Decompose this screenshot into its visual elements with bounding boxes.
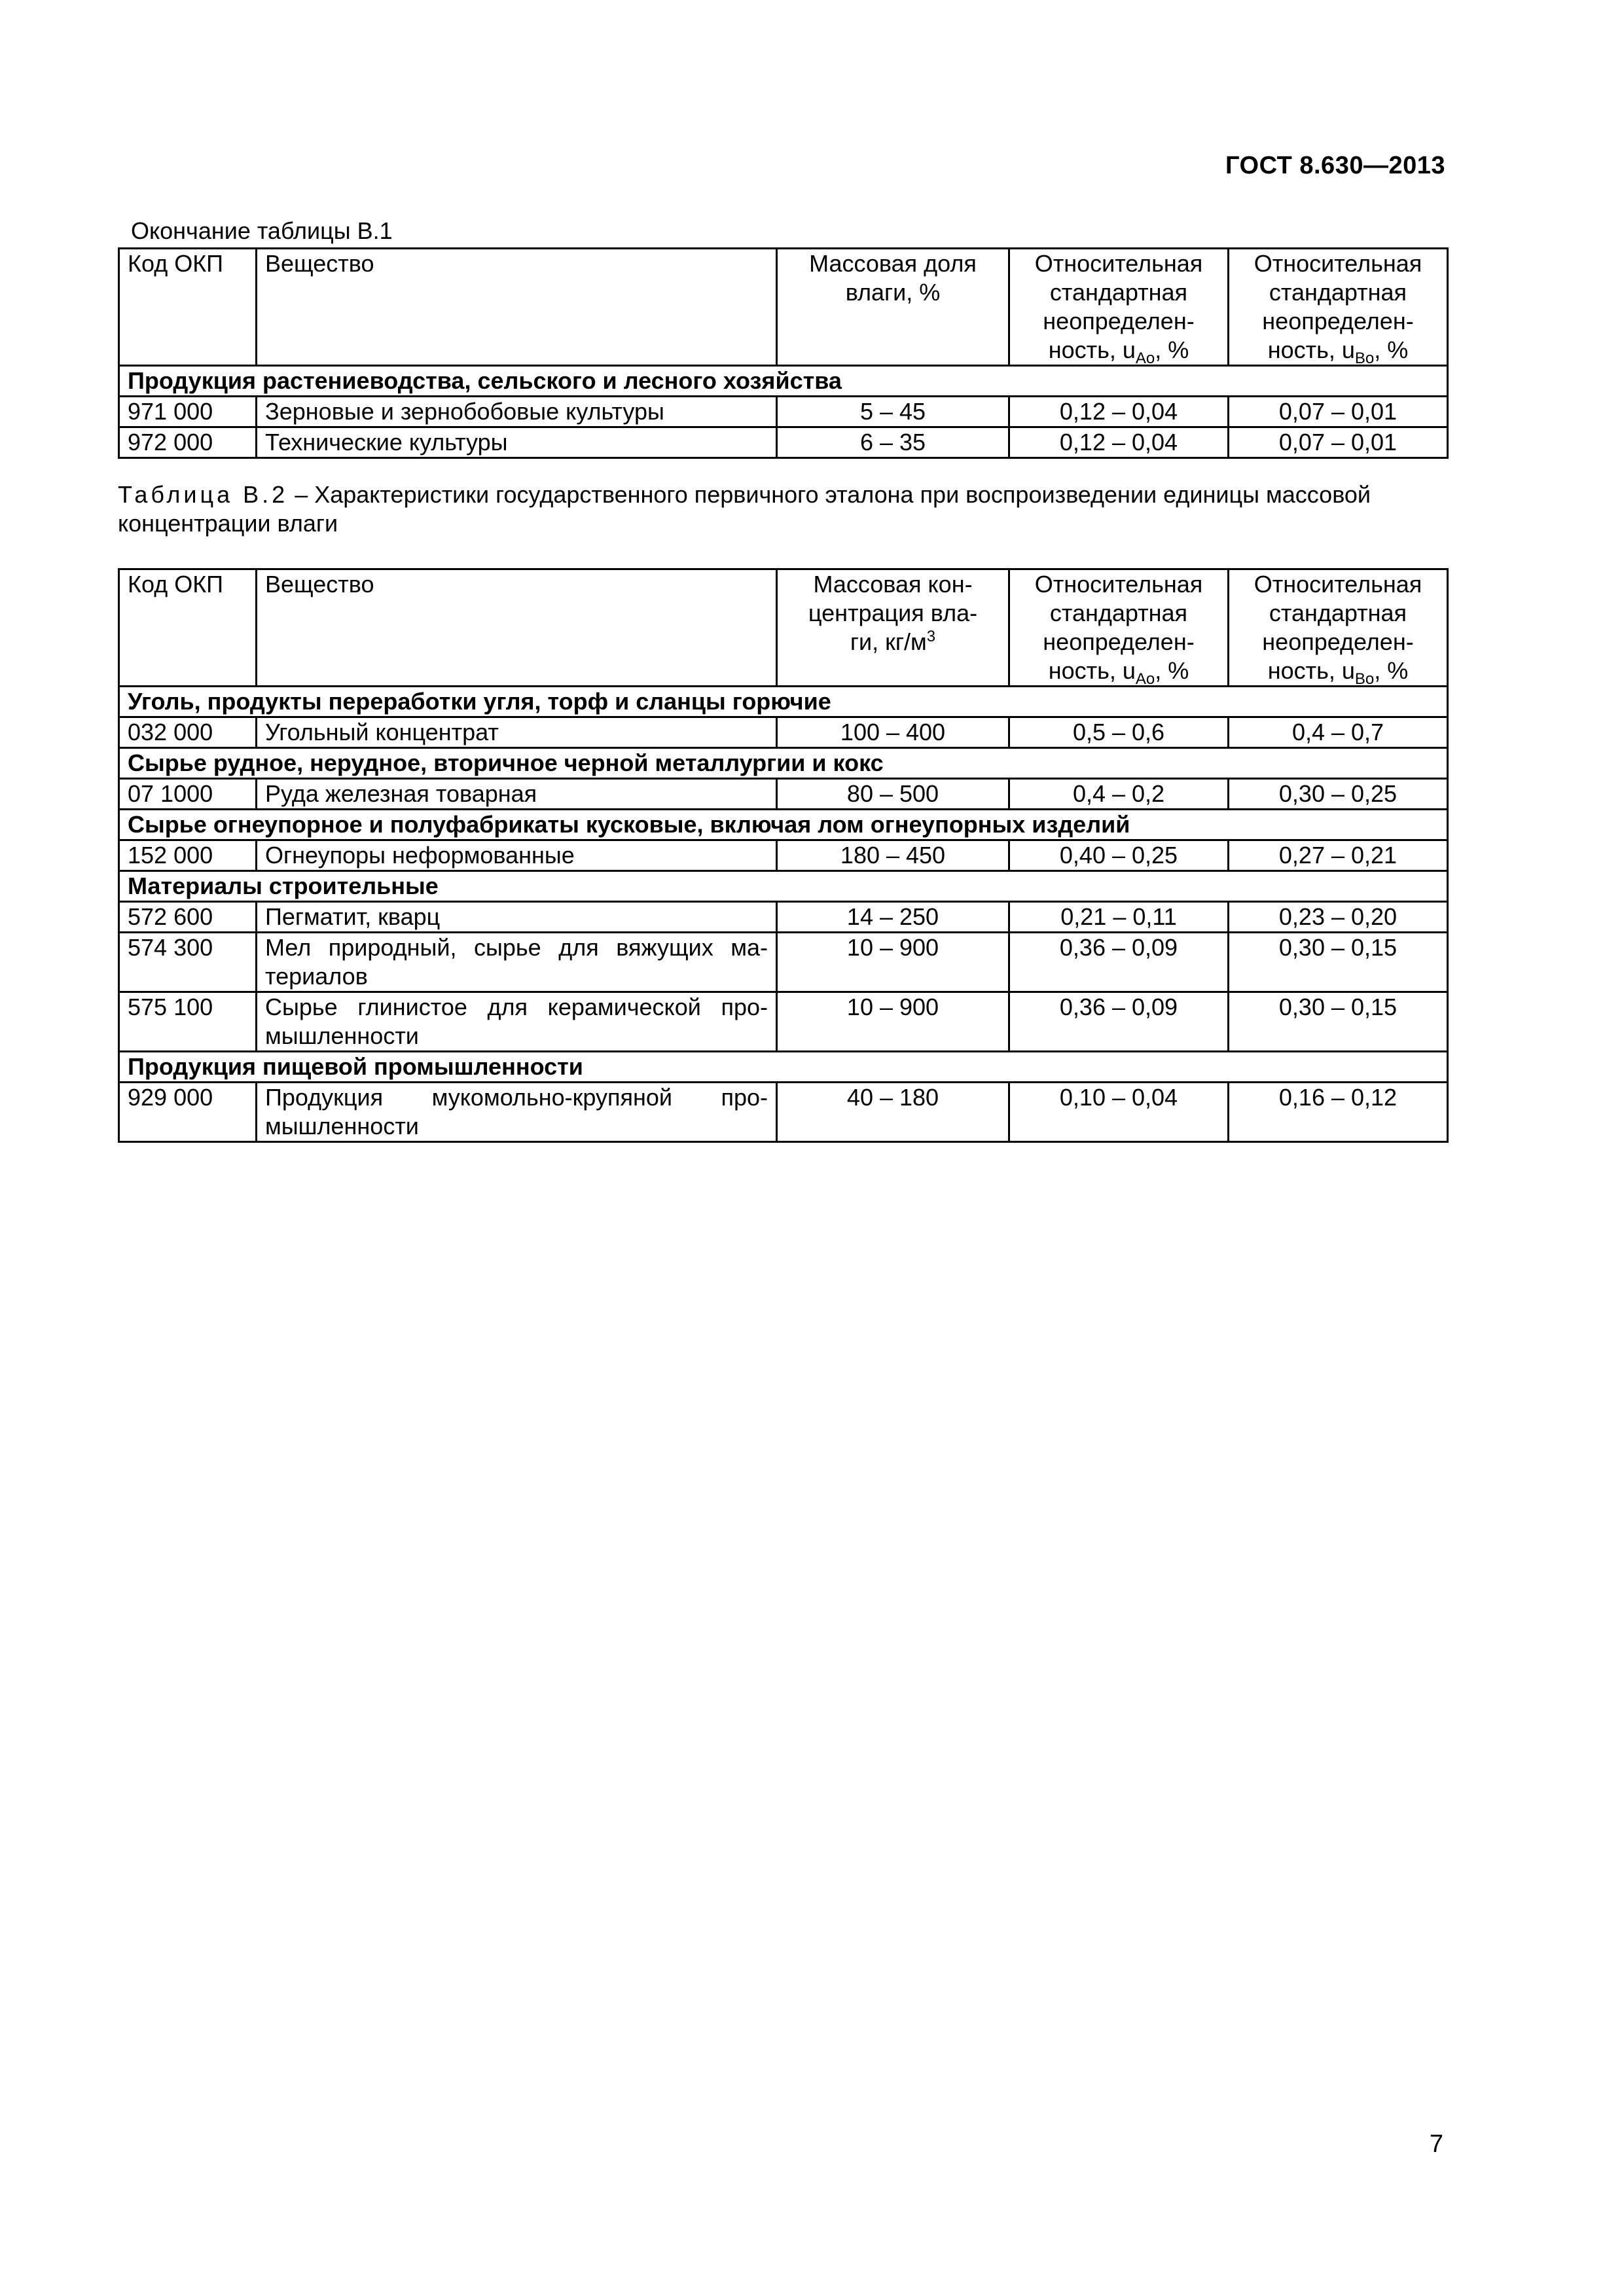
- cell-concentration: 10 – 900: [777, 933, 1009, 992]
- header-text: ги, кг/м: [850, 628, 927, 655]
- group-title: Продукция растениеводства, сельского и лесного хозяйства: [119, 366, 1448, 397]
- table2-group-row: [119, 1052, 1448, 1083]
- cell-code: 032 000: [119, 717, 257, 748]
- cell-uB: 0,07 – 0,01: [1229, 427, 1448, 458]
- header-line: стандартная: [1269, 279, 1407, 306]
- group-title: Материалы строительные: [119, 871, 1448, 902]
- table-row: [119, 397, 1448, 427]
- table1-group-row: [119, 366, 1448, 397]
- header-text: ность, u: [1048, 336, 1136, 363]
- header-concentration: [777, 569, 1009, 687]
- cell-uB: 0,23 – 0,20: [1229, 902, 1448, 933]
- header-line: Массовая кон-: [813, 571, 973, 598]
- cell-uA: 0,10 – 0,04: [1009, 1083, 1229, 1142]
- table-row: [119, 933, 1448, 992]
- header-line: влаги, %: [845, 279, 941, 306]
- header-text: ность, u: [1267, 657, 1355, 684]
- table2-header-row: [119, 569, 1448, 687]
- table2: [118, 568, 1449, 1143]
- cell-substance: [257, 992, 777, 1052]
- table-row: [119, 779, 1448, 810]
- cell-uA: 0,4 – 0,2: [1009, 779, 1229, 810]
- header-line: [785, 628, 1000, 656]
- table1-caption: Окончание таблицы В.1: [131, 217, 393, 244]
- header-moisture: [777, 249, 1009, 366]
- group-title: Сырье огнеупорное и полуфабрикаты кусковые, включая лом огнеупорных изделий: [119, 810, 1448, 840]
- cell-uA: 0,12 – 0,04: [1009, 427, 1229, 458]
- header-text: , %: [1374, 657, 1409, 684]
- header-subscript: Bo: [1354, 350, 1375, 368]
- table-row: [119, 902, 1448, 933]
- header-text: , %: [1155, 657, 1189, 684]
- header-line: [1018, 656, 1219, 689]
- cell-uB: 0,30 – 0,15: [1229, 933, 1448, 992]
- cell-substance: Огнеупоры неформованные: [257, 840, 777, 871]
- cell-code: 972 000: [119, 427, 257, 458]
- header-line: стандартная: [1049, 279, 1188, 306]
- cell-uA: 0,36 – 0,09: [1009, 992, 1229, 1052]
- table-row: [119, 840, 1448, 871]
- header-superscript: 3: [926, 628, 936, 645]
- cell-code: 929 000: [119, 1083, 257, 1142]
- group-title: Продукция пищевой промышленности: [119, 1052, 1448, 1083]
- table1: [118, 247, 1449, 459]
- table1-header-row: [119, 249, 1448, 366]
- table2-group-row: [119, 748, 1448, 779]
- header-uB: [1229, 569, 1448, 687]
- cell-uA: 0,5 – 0,6: [1009, 717, 1229, 748]
- table2-group-row: [119, 871, 1448, 902]
- header-line: неопределен-: [1262, 628, 1414, 655]
- cell-substance-line: Мел природный, сырье для вяжущих ма-: [265, 934, 768, 961]
- cell-uA: 0,36 – 0,09: [1009, 933, 1229, 992]
- header-text: ность, u: [1267, 336, 1355, 363]
- header-line: центрация вла-: [808, 600, 978, 626]
- cell-uB: 0,30 – 0,25: [1229, 779, 1448, 810]
- header-text: , %: [1155, 336, 1189, 363]
- cell-uB: 0,16 – 0,12: [1229, 1083, 1448, 1142]
- cell-substance: [257, 1083, 777, 1142]
- header-subscript: Ao: [1135, 670, 1155, 689]
- cell-substance-line: мышленности: [265, 1113, 419, 1139]
- cell-substance-line: мышленности: [265, 1022, 419, 1049]
- cell-substance-line: Сырье глинистое для керамической про-: [265, 994, 768, 1020]
- header-uA: [1009, 569, 1229, 687]
- cell-concentration: 180 – 450: [777, 840, 1009, 871]
- cell-uA: 0,12 – 0,04: [1009, 397, 1229, 427]
- header-text: , %: [1374, 336, 1409, 363]
- header-line: [1237, 336, 1439, 368]
- cell-code: 07 1000: [119, 779, 257, 810]
- table-row: [119, 427, 1448, 458]
- header-line: Массовая доля: [809, 250, 977, 277]
- table-row: [119, 992, 1448, 1052]
- cell-uA: 0,21 – 0,11: [1009, 902, 1229, 933]
- header-line: Относительная: [1254, 250, 1422, 277]
- header-uA: [1009, 249, 1229, 366]
- cell-uB: 0,4 – 0,7: [1229, 717, 1448, 748]
- cell-code: 971 000: [119, 397, 257, 427]
- cell-moisture: 5 – 45: [777, 397, 1009, 427]
- table2-caption: [118, 480, 1440, 538]
- table2-caption-label: Таблица В.2: [118, 481, 289, 508]
- cell-code: 572 600: [119, 902, 257, 933]
- header-substance: Вещество: [257, 249, 777, 366]
- cell-moisture: 6 – 35: [777, 427, 1009, 458]
- cell-concentration: 80 – 500: [777, 779, 1009, 810]
- table2-caption-text: – Характеристики государственного первичного эталона при воспроизведении единицы массовой концентрации влаги: [118, 481, 1371, 537]
- cell-substance-line: Продукция мукомольно-крупяной про-: [265, 1084, 768, 1111]
- header-line: Относительная: [1034, 250, 1203, 277]
- header-substance: Вещество: [257, 569, 777, 687]
- cell-code: 575 100: [119, 992, 257, 1052]
- cell-substance: Руда железная товарная: [257, 779, 777, 810]
- header-subscript: Bo: [1354, 670, 1375, 689]
- header-line: [1018, 336, 1219, 368]
- cell-concentration: 100 – 400: [777, 717, 1009, 748]
- header-line: стандартная: [1269, 600, 1407, 626]
- table-row: [119, 717, 1448, 748]
- header-uB: [1229, 249, 1448, 366]
- header-code: Код ОКП: [119, 249, 257, 366]
- table2-group-row: [119, 810, 1448, 840]
- cell-uB: 0,27 – 0,21: [1229, 840, 1448, 871]
- group-title: Сырье рудное, нерудное, вторичное черной металлургии и кокс: [119, 748, 1448, 779]
- header-line: неопределен-: [1043, 308, 1195, 334]
- cell-concentration: 14 – 250: [777, 902, 1009, 933]
- header-text: ность, u: [1048, 657, 1136, 684]
- cell-substance: [257, 933, 777, 992]
- table2-group-row: [119, 687, 1448, 717]
- header-line: Относительная: [1254, 571, 1422, 598]
- cell-uB: 0,07 – 0,01: [1229, 397, 1448, 427]
- header-line: неопределен-: [1262, 308, 1414, 334]
- header-line: неопределен-: [1043, 628, 1195, 655]
- page-number: 7: [1429, 2130, 1443, 2158]
- cell-concentration: 10 – 900: [777, 992, 1009, 1052]
- cell-substance: Зерновые и зернобобовые культуры: [257, 397, 777, 427]
- cell-uA: 0,40 – 0,25: [1009, 840, 1229, 871]
- header-code: Код ОКП: [119, 569, 257, 687]
- cell-uB: 0,30 – 0,15: [1229, 992, 1448, 1052]
- cell-substance: Угольный концентрат: [257, 717, 777, 748]
- cell-substance-line: териалов: [265, 963, 368, 990]
- header-line: [1237, 656, 1439, 689]
- table-row: [119, 1083, 1448, 1142]
- header-line: стандартная: [1049, 600, 1188, 626]
- header-subscript: Ao: [1135, 350, 1155, 368]
- header-line: Относительная: [1034, 571, 1203, 598]
- cell-code: 152 000: [119, 840, 257, 871]
- cell-concentration: 40 – 180: [777, 1083, 1009, 1142]
- document-id: ГОСТ 8.630—2013: [1225, 152, 1445, 179]
- cell-substance: Технические культуры: [257, 427, 777, 458]
- cell-substance: Пегматит, кварц: [257, 902, 777, 933]
- group-title: Уголь, продукты переработки угля, торф и сланцы горючие: [119, 687, 1448, 717]
- cell-code: 574 300: [119, 933, 257, 992]
